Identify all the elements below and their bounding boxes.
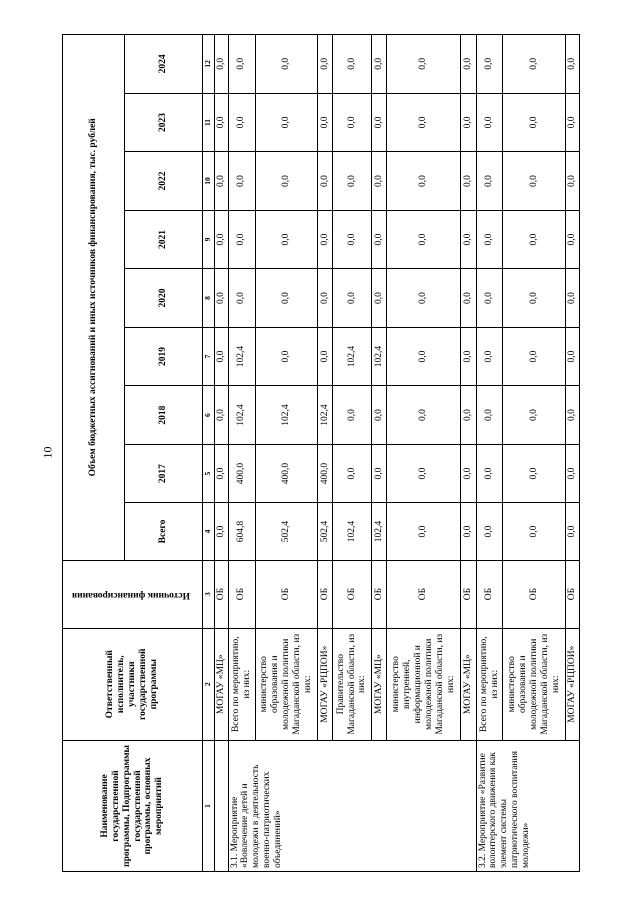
year-header: 2018: [125, 386, 203, 445]
value-cell: 0,0: [387, 93, 461, 152]
value-cell: 0,0: [566, 35, 580, 94]
index-cell: 4: [203, 503, 215, 560]
value-cell: 0,0: [255, 93, 318, 152]
program-name-cell: [214, 740, 228, 871]
value-cell: 502,4: [255, 503, 318, 560]
value-cell: 0,0: [503, 93, 566, 152]
col-total-header: Всего: [125, 503, 203, 560]
value-cell: 0,0: [333, 386, 372, 445]
source-cell: ОБ: [214, 560, 228, 628]
index-cell: 10: [203, 152, 215, 211]
value-cell: 502,4: [318, 503, 333, 560]
index-cell: 9: [203, 210, 215, 269]
value-cell: 0,0: [228, 35, 255, 94]
year-header: 2021: [125, 210, 203, 269]
source-cell: ОБ: [371, 560, 386, 628]
value-cell: 0,0: [214, 93, 228, 152]
value-cell: 0,0: [318, 210, 333, 269]
value-cell: 0,0: [214, 35, 228, 94]
executor-cell: МОГАУ «МЦ»: [371, 628, 386, 740]
value-cell: 0,0: [387, 503, 461, 560]
value-cell: 0,0: [566, 327, 580, 386]
executor-cell: Всего по мероприятию, из них:: [228, 628, 255, 740]
value-cell: 0,0: [461, 210, 476, 269]
table-row: [476, 35, 503, 872]
index-cell: 7: [203, 327, 215, 386]
value-cell: 0,0: [333, 35, 372, 94]
executor-cell: министерство образования и молодежной политики Магаданской области, из них:: [503, 628, 566, 740]
table-row: [214, 35, 228, 872]
value-cell: 0,0: [503, 210, 566, 269]
value-cell: 0,0: [371, 444, 386, 503]
value-cell: 0,0: [255, 35, 318, 94]
value-cell: 0,0: [333, 93, 372, 152]
value-cell: 0,0: [214, 269, 228, 328]
value-cell: 0,0: [318, 93, 333, 152]
value-cell: 400,0: [228, 444, 255, 503]
value-cell: 102,4: [371, 327, 386, 386]
table-row: [228, 35, 255, 872]
value-cell: 604,8: [228, 503, 255, 560]
year-header: 2017: [125, 444, 203, 503]
year-header: 2022: [125, 152, 203, 211]
value-cell: 0,0: [476, 210, 503, 269]
value-cell: 0,0: [503, 35, 566, 94]
year-header: 2023: [125, 93, 203, 152]
index-cell: 2: [203, 628, 215, 740]
value-cell: 0,0: [214, 210, 228, 269]
index-cell: 3: [203, 560, 215, 628]
value-cell: 0,0: [566, 93, 580, 152]
value-cell: 0,0: [566, 210, 580, 269]
value-cell: 0,0: [566, 269, 580, 328]
source-cell: ОБ: [228, 560, 255, 628]
value-cell: 0,0: [476, 327, 503, 386]
value-cell: 0,0: [387, 152, 461, 211]
value-cell: 0,0: [503, 327, 566, 386]
value-cell: 0,0: [461, 444, 476, 503]
value-cell: 0,0: [503, 503, 566, 560]
source-cell: ОБ: [333, 560, 372, 628]
value-cell: 0,0: [503, 152, 566, 211]
value-cell: 0,0: [255, 152, 318, 211]
value-cell: 0,0: [255, 210, 318, 269]
value-cell: 0,0: [387, 210, 461, 269]
value-cell: 0,0: [387, 444, 461, 503]
value-cell: 0,0: [371, 93, 386, 152]
value-cell: 0,0: [255, 269, 318, 328]
year-header: 2019: [125, 327, 203, 386]
value-cell: 102,4: [228, 386, 255, 445]
value-cell: 0,0: [371, 35, 386, 94]
value-cell: 0,0: [566, 152, 580, 211]
col-funding-header: Объем бюджетных ассигнований и иных источников финансирования, тыс. рублей: [63, 35, 125, 561]
index-cell: 5: [203, 444, 215, 503]
value-cell: 0,0: [333, 152, 372, 211]
value-cell: 0,0: [461, 35, 476, 94]
budget-table: [62, 34, 580, 872]
executor-cell: министерство образования и молодежной политики Магаданской области, из них:: [255, 628, 318, 740]
value-cell: 0,0: [214, 386, 228, 445]
page-number: 10: [40, 446, 55, 459]
value-cell: 0,0: [214, 152, 228, 211]
value-cell: 0,0: [255, 327, 318, 386]
source-cell: ОБ: [566, 560, 580, 628]
value-cell: 0,0: [371, 269, 386, 328]
value-cell: 0,0: [387, 386, 461, 445]
value-cell: 0,0: [476, 444, 503, 503]
value-cell: 0,0: [476, 503, 503, 560]
executor-cell: Всего по мероприятию, из них:: [476, 628, 503, 740]
value-cell: 102,4: [371, 503, 386, 560]
col-exec-header: Ответственный исполнитель, участники государственной программы: [63, 628, 203, 740]
value-cell: 0,0: [228, 269, 255, 328]
value-cell: 102,4: [333, 327, 372, 386]
index-cell: 8: [203, 269, 215, 328]
value-cell: 0,0: [333, 269, 372, 328]
value-cell: 0,0: [476, 35, 503, 94]
value-cell: 0,0: [387, 35, 461, 94]
value-cell: 0,0: [228, 210, 255, 269]
value-cell: 102,4: [318, 386, 333, 445]
value-cell: 0,0: [566, 503, 580, 560]
index-row: [203, 35, 215, 872]
source-cell: ОБ: [461, 560, 476, 628]
value-cell: 0,0: [461, 152, 476, 211]
value-cell: 0,0: [476, 386, 503, 445]
value-cell: 102,4: [255, 386, 318, 445]
value-cell: 0,0: [566, 444, 580, 503]
value-cell: 0,0: [476, 152, 503, 211]
source-cell: ОБ: [318, 560, 333, 628]
year-header: 2024: [125, 35, 203, 94]
index-cell: 1: [203, 740, 215, 871]
value-cell: 0,0: [318, 35, 333, 94]
source-cell: ОБ: [387, 560, 461, 628]
value-cell: 0,0: [387, 327, 461, 386]
value-cell: 0,0: [503, 444, 566, 503]
value-cell: 0,0: [461, 93, 476, 152]
value-cell: 102,4: [333, 503, 372, 560]
value-cell: 0,0: [318, 269, 333, 328]
value-cell: 400,0: [255, 444, 318, 503]
index-cell: 6: [203, 386, 215, 445]
rotated-table-container: [62, 34, 580, 872]
value-cell: 0,0: [318, 327, 333, 386]
col-name-header: Наименование государственной программы, Подпрограммы государственной программы, основных мероприятий: [63, 740, 203, 871]
value-cell: 0,0: [461, 327, 476, 386]
value-cell: 0,0: [371, 210, 386, 269]
executor-cell: МОГАУ «МЦ»: [461, 628, 476, 740]
value-cell: 0,0: [333, 210, 372, 269]
value-cell: 0,0: [214, 503, 228, 560]
program-name-cell: 3.1. Мероприятие «Вовлечение детей и молодежи в деятельность военно-патриотических объединений»: [228, 740, 476, 871]
value-cell: 0,0: [318, 152, 333, 211]
value-cell: 0,0: [333, 444, 372, 503]
year-header: 2020: [125, 269, 203, 328]
executor-cell: МОГАУ «РЦПОИ»: [566, 628, 580, 740]
value-cell: 0,0: [214, 444, 228, 503]
col-source-header: [63, 560, 203, 628]
col-source-label: Источник финансирования: [71, 589, 190, 600]
value-cell: 0,0: [503, 269, 566, 328]
value-cell: 0,0: [461, 503, 476, 560]
source-cell: ОБ: [503, 560, 566, 628]
index-cell: 11: [203, 93, 215, 152]
executor-cell: МОГАУ «РЦПОИ»: [318, 628, 333, 740]
value-cell: 0,0: [461, 269, 476, 328]
value-cell: 0,0: [371, 152, 386, 211]
value-cell: 0,0: [371, 386, 386, 445]
value-cell: 0,0: [228, 152, 255, 211]
value-cell: 0,0: [214, 327, 228, 386]
value-cell: 0,0: [476, 269, 503, 328]
index-cell: 12: [203, 35, 215, 94]
value-cell: 102,4: [228, 327, 255, 386]
program-name-cell: 3.2. Мероприятие «Развитие волонтерского движения как элемент системы патриотического воспитания молодежи»: [476, 740, 579, 871]
value-cell: 0,0: [387, 269, 461, 328]
value-cell: 0,0: [461, 386, 476, 445]
value-cell: 0,0: [476, 93, 503, 152]
value-cell: 0,0: [228, 93, 255, 152]
executor-cell: министерство внутренней, информационной и молодежной политики Магаданской области, из них:: [387, 628, 461, 740]
source-cell: ОБ: [476, 560, 503, 628]
value-cell: 400,0: [318, 444, 333, 503]
source-cell: ОБ: [255, 560, 318, 628]
value-cell: 0,0: [503, 386, 566, 445]
value-cell: 0,0: [566, 386, 580, 445]
executor-cell: МОГАУ «МЦ»: [214, 628, 228, 740]
executor-cell: Правительство Магаданской области, из них:: [333, 628, 372, 740]
